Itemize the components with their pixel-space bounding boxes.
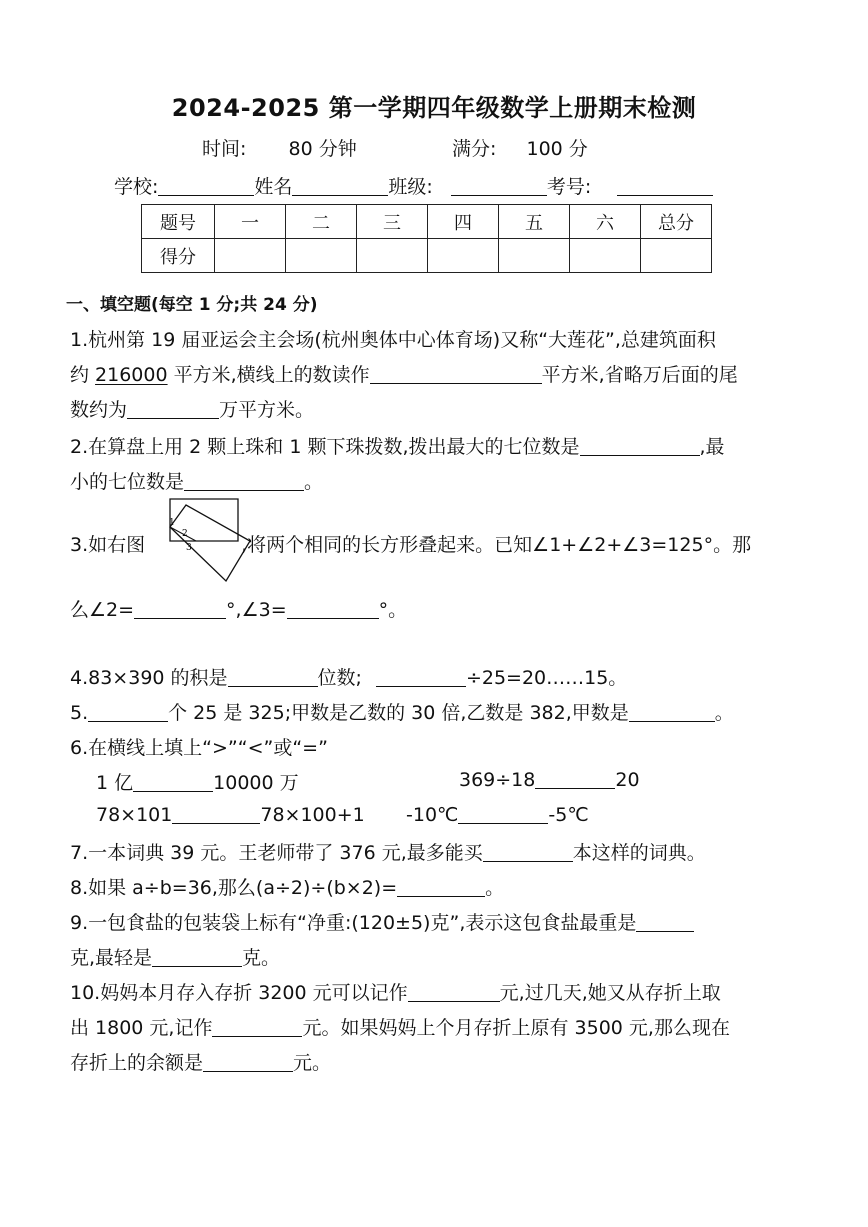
score-table-header-cell: 三: [357, 205, 428, 239]
class-label: 班级:: [388, 176, 433, 198]
q10-line-2: [70, 1013, 730, 1040]
q9-line-2: [70, 943, 280, 970]
exam-title: 2024-2025 第一学期四年级数学上册期末检测: [171, 94, 697, 122]
q8-text: 8.如果 a÷b=36,那么(a÷2)÷(b×2)=: [70, 877, 398, 899]
score-cell[interactable]: [499, 239, 570, 273]
time-info: [202, 134, 357, 161]
q10-text: 10.妈妈本月存入存折 3200 元可以记作: [70, 982, 408, 1004]
q5-text: 个 25 是 325;甲数是乙数的 30 倍,乙数是 382,甲数是: [168, 702, 629, 724]
q1-text: 约: [70, 364, 96, 386]
q6-compare-1a: [96, 768, 299, 795]
q1-text: 平方米,横线上的数读作: [167, 364, 370, 386]
score-cell[interactable]: [357, 239, 428, 273]
q9-line-1: [70, 908, 694, 935]
q7-blank[interactable]: [483, 841, 573, 862]
q10-blank-withdraw[interactable]: [212, 1016, 302, 1037]
q2-text: ,最: [699, 436, 725, 458]
q6-text: 78×100+1: [260, 804, 365, 826]
time-value: 80 分钟: [288, 138, 357, 160]
q10-blank-deposit[interactable]: [408, 981, 500, 1002]
school-blank[interactable]: [158, 175, 254, 196]
q3-line-2: [70, 595, 407, 622]
q1-text: 万平方米。: [219, 399, 315, 421]
q9-text: 克,最轻是: [70, 947, 153, 969]
score-table-header-cell: 一: [215, 205, 286, 239]
q9-blank-min[interactable]: [152, 946, 242, 967]
score-cell[interactable]: [428, 239, 499, 273]
q1-blank-approx[interactable]: [127, 398, 219, 419]
q10-line-3: [70, 1048, 331, 1075]
q6-text: -5℃: [548, 804, 589, 826]
q3-text: 么∠2=: [70, 599, 135, 621]
score-table-header-cell: 六: [570, 205, 641, 239]
q7-line: [70, 838, 706, 865]
q9-text: 克。: [242, 947, 281, 969]
name-label: 姓名: [254, 176, 293, 198]
class-blank[interactable]: [451, 175, 547, 196]
student-info-row: [114, 172, 713, 199]
q3-text: °。: [378, 599, 408, 621]
q6-compare-1b: [459, 768, 640, 791]
score-cell[interactable]: [215, 239, 286, 273]
q2-text: 。: [304, 471, 324, 493]
q10-text: 元,过几天,她又从存折上取: [499, 982, 721, 1004]
q1-line-3: [70, 395, 314, 422]
q6-blank-2b[interactable]: [458, 803, 548, 824]
q6-text: 369÷18: [459, 769, 536, 791]
angle-1-label: 1: [169, 518, 175, 528]
exam-no-blank[interactable]: [617, 175, 713, 196]
q3-text: ,将两个相同的长方形叠起来。已知∠1+∠2+∠3=125°。那: [241, 534, 752, 556]
score-table-header-cell: 五: [499, 205, 570, 239]
score-cell[interactable]: [286, 239, 357, 273]
q1-blank-reading[interactable]: [370, 363, 542, 384]
full-score-label: 满分:: [452, 138, 497, 160]
q4-text: 位数;: [317, 667, 362, 689]
full-score-value: 100 分: [526, 138, 588, 160]
q4-text: ÷25=20……15。: [465, 667, 628, 689]
q1-text: 平方米,省略万后面的尾: [541, 364, 738, 386]
q1-line-2: [70, 360, 738, 387]
q10-text: 出 1800 元,记作: [70, 1017, 213, 1039]
q6-text: -10℃: [406, 804, 459, 826]
q5-text: 。: [714, 702, 734, 724]
q3-text: °,∠3=: [226, 599, 287, 621]
score-table-header-cell: 题号: [142, 205, 215, 239]
q5-blank-result[interactable]: [629, 701, 715, 722]
score-table-header-cell: 四: [428, 205, 499, 239]
q4-line: [70, 663, 627, 690]
q10-text: 存折上的余额是: [70, 1052, 204, 1074]
q10-line-1: [70, 978, 721, 1005]
q2-blank-min[interactable]: [184, 470, 304, 491]
q5-line: [70, 698, 734, 725]
section-1-title: 一、填空题(每空 1 分;共 24 分): [66, 295, 318, 315]
q10-text: 元。: [293, 1052, 332, 1074]
q4-blank-digits[interactable]: [228, 666, 318, 687]
q2-line-1: [70, 432, 725, 459]
q8-line: [70, 873, 504, 900]
q7-text: 本这样的词典。: [572, 842, 706, 864]
q3-text: 3.如右图: [70, 534, 146, 556]
q5-text: 5.: [70, 702, 89, 724]
q6-compare-2b: [406, 803, 589, 826]
q4-text: 4.83×390 的积是: [70, 667, 228, 689]
q1-number: 216000: [95, 364, 168, 386]
q9-text: 9.一包食盐的包装袋上标有“净重:(120±5)克”,表示这包食盐最重是: [70, 912, 637, 934]
angle-2-label: 2: [182, 529, 188, 539]
score-table-score-row: [142, 239, 712, 273]
q8-text: 。: [485, 877, 505, 899]
q6-compare-2a: [96, 803, 365, 826]
q6-blank-1a[interactable]: [133, 771, 213, 792]
q2-text: 小的七位数是: [70, 471, 185, 493]
q5-blank-count[interactable]: [88, 701, 168, 722]
score-cell[interactable]: [570, 239, 641, 273]
q6-text: 10000 万: [213, 772, 299, 794]
q9-blank-max[interactable]: [636, 911, 694, 932]
exam-no-label: 考号:: [546, 176, 592, 198]
q8-blank[interactable]: [397, 876, 485, 897]
q10-blank-balance[interactable]: [203, 1051, 293, 1072]
q4-blank-dividend[interactable]: [376, 666, 466, 687]
q6-blank-2a[interactable]: [172, 803, 260, 824]
q6-blank-1b[interactable]: [535, 768, 615, 789]
q7-text: 7.一本词典 39 元。王老师带了 376 元,最多能买: [70, 842, 483, 864]
name-blank[interactable]: [292, 175, 388, 196]
angle-3-label: 3: [186, 543, 192, 553]
q6-text: 20: [615, 769, 640, 791]
q6-text: 1 亿: [96, 772, 134, 794]
time-label: 时间:: [202, 138, 247, 160]
q6-title: 6.在横线上填上“>”“<”或“=”: [70, 737, 328, 759]
q1-text: 数约为: [70, 399, 128, 421]
q1-line-1: 1.杭州第 19 届亚运会主会场(杭州奥体中心体育场)又称“大莲花”,总建筑面积: [70, 329, 716, 351]
overlapping-rectangles-figure: [166, 497, 258, 585]
q2-blank-max[interactable]: [580, 435, 700, 456]
q3-blank-angle3[interactable]: [287, 598, 379, 619]
school-label: 学校:: [114, 176, 159, 198]
q6-text: 78×101: [96, 804, 173, 826]
q2-line-2: [70, 467, 323, 494]
score-table-header-cell: 二: [286, 205, 357, 239]
score-cell[interactable]: [641, 239, 712, 273]
score-table-header-cell: 总分: [641, 205, 712, 239]
score-table: [141, 204, 712, 273]
score-table-header-row: [142, 205, 712, 239]
full-score-info: [452, 134, 588, 161]
q2-text: 2.在算盘上用 2 颗上珠和 1 颗下珠拨数,拨出最大的七位数是: [70, 436, 580, 458]
score-row-label: 得分: [142, 239, 215, 273]
q10-text: 元。如果妈妈上个月存折上原有 3500 元,那么现在: [302, 1017, 730, 1039]
q3-blank-angle2[interactable]: [134, 598, 226, 619]
